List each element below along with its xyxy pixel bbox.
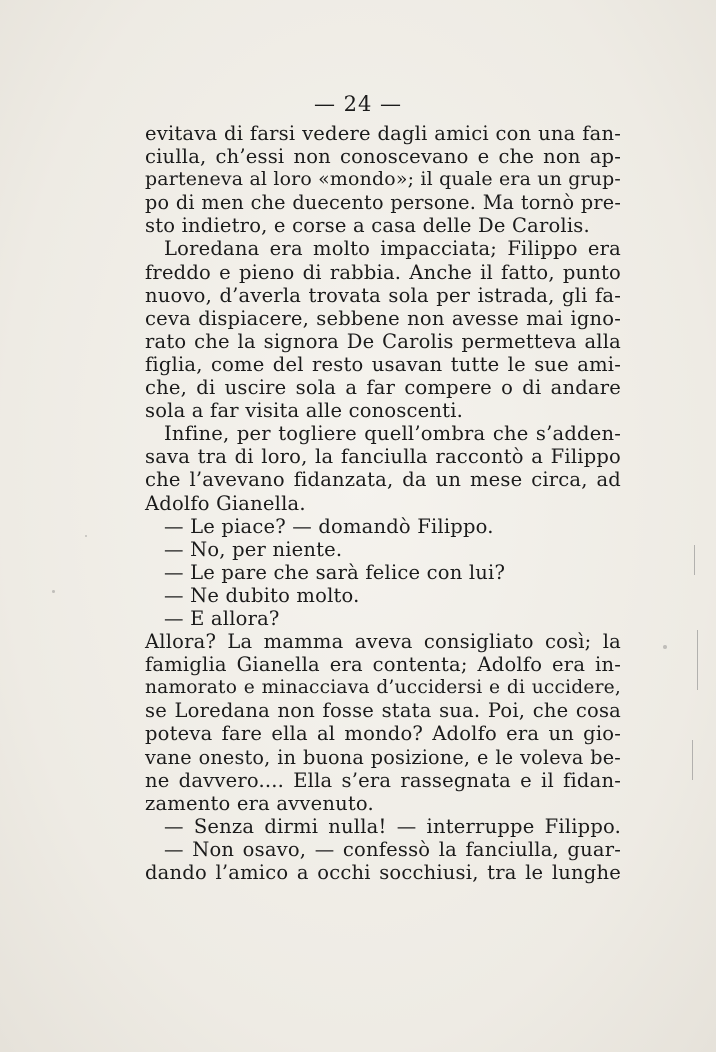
- text-line: — Non osavo, — confessò la fanciulla, guar-: [164, 837, 621, 861]
- text-line: sava tra di loro, la fanciulla raccontò a Filippo: [145, 445, 621, 469]
- text-line: Allora? La mamma aveva consigliato così; la: [145, 630, 621, 654]
- text-line: Loredana era molto impacciata; Filippo era: [164, 237, 621, 261]
- text-line: ciulla, ch’essi non conoscevano e che non ap-: [145, 145, 621, 169]
- text-line: rato che la signora De Carolis permetteva alla: [145, 329, 621, 353]
- body-text: [145, 122, 621, 884]
- text-line: poteva fare ella al mondo? Adolfo era un gio-: [145, 722, 621, 746]
- text-line: ne davvero.... Ella s’era rassegnata e il fidan-: [145, 768, 621, 792]
- scan-artifact: [692, 740, 693, 780]
- text-line: sola a far visita alle conoscenti.: [145, 399, 464, 423]
- text-line: — Le pare che sarà felice con lui?: [164, 560, 506, 584]
- text-line: dando l’amico a occhi socchiusi, tra le lunghe: [145, 861, 621, 884]
- text-line: — No, per niente.: [164, 537, 343, 561]
- text-line: che l’avevano fidanzata, da un mese circa, ad: [145, 468, 621, 492]
- text-line: nuovo, d’averla trovata sola per istrada, gli fa-: [145, 283, 621, 307]
- text-line: che, di uscire sola a far compere o di andare: [145, 376, 621, 400]
- text-line: se Loredana non fosse stata sua. Poi, che cosa: [145, 699, 621, 723]
- text-line: — Ne dubito molto.: [164, 583, 360, 607]
- text-line: parteneva al loro «mondo»; il quale era un grup-: [145, 168, 621, 191]
- text-line: namorato e minacciava d’uccidersi e di uccidere,: [145, 677, 621, 699]
- text-line: po di men che duecento persone. Ma tornò pre-: [145, 191, 621, 215]
- text-line: zamento era avvenuto.: [145, 791, 374, 815]
- text-line: famiglia Gianella era contenta; Adolfo era in-: [145, 653, 621, 677]
- scan-artifact: [697, 630, 698, 690]
- text-line: evitava di farsi vedere dagli amici con una fan-: [145, 122, 621, 145]
- text-line: — E allora?: [164, 606, 280, 630]
- text-line: — Senza dirmi nulla! — interruppe Filippo.: [164, 814, 621, 838]
- text-line: freddo e pieno di rabbia. Anche il fatto, punto: [145, 260, 621, 284]
- text-line: Infine, per togliere quell’ombra che s’adden-: [164, 422, 621, 446]
- text-line: sto indietro, e corse a casa delle De Carolis.: [145, 214, 590, 238]
- text-line: figlia, come del resto usavan tutte le sue ami-: [145, 352, 621, 376]
- scan-speckle: [663, 645, 667, 649]
- scan-speckle: [85, 535, 87, 537]
- page-number: — 24 —: [313, 92, 403, 116]
- text-line: vane onesto, in buona posizione, e le voleva be-: [145, 745, 621, 769]
- scan-artifact: [694, 545, 695, 575]
- scan-speckle: [52, 590, 55, 593]
- text-line: — Le piace? — domandò Filippo.: [164, 514, 494, 538]
- text-line: Adolfo Gianella.: [145, 491, 306, 515]
- text-line: ceva dispiacere, sebbene non avesse mai igno-: [145, 306, 621, 330]
